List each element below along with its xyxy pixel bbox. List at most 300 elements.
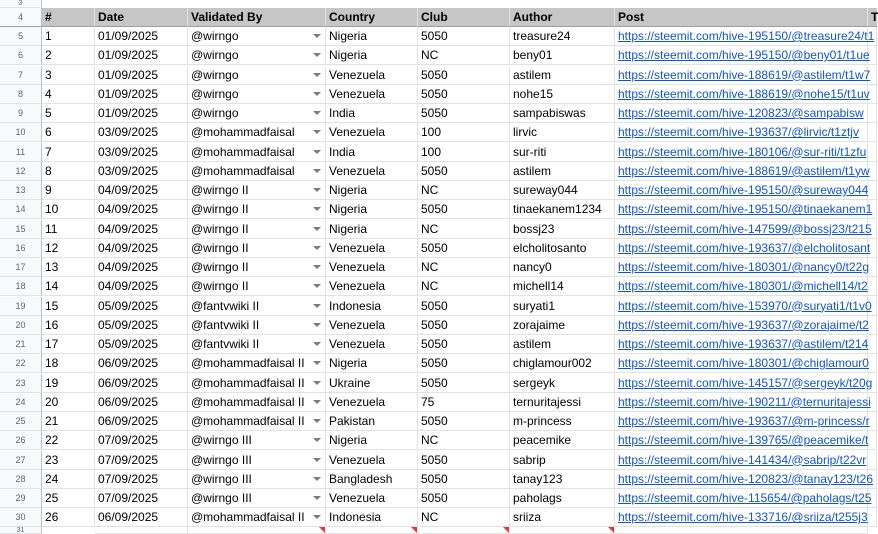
dropdown-arrow-icon[interactable] <box>313 130 321 134</box>
cell-post[interactable] <box>615 143 868 162</box>
cell-country[interactable] <box>326 239 418 258</box>
cell-author[interactable] <box>510 123 615 142</box>
row-number[interactable] <box>0 316 42 335</box>
cell-date[interactable] <box>95 354 188 373</box>
cell-id[interactable] <box>42 431 95 450</box>
cell-club[interactable] <box>418 258 510 277</box>
cell-next-column[interactable] <box>868 470 877 489</box>
cell-date[interactable] <box>95 335 188 354</box>
cell-author[interactable] <box>510 181 615 200</box>
cell-id[interactable] <box>42 181 95 200</box>
cell-id[interactable] <box>42 316 95 335</box>
dropdown-arrow-icon[interactable] <box>313 34 321 38</box>
dropdown-arrow-icon[interactable] <box>313 169 321 173</box>
dropdown-arrow-icon[interactable] <box>313 323 321 327</box>
cell-club[interactable] <box>418 200 510 219</box>
row-number[interactable] <box>0 277 42 296</box>
cell-post[interactable] <box>615 277 868 296</box>
cell-post[interactable] <box>615 412 868 431</box>
cell-country[interactable] <box>326 66 418 85</box>
cell-author[interactable] <box>510 104 615 123</box>
cell-club[interactable] <box>418 297 510 316</box>
cell-date[interactable] <box>95 470 188 489</box>
cell-date[interactable] <box>95 258 188 277</box>
row-number[interactable] <box>0 181 42 200</box>
cell-id[interactable] <box>42 374 95 393</box>
cell-post[interactable] <box>615 374 873 393</box>
header-post[interactable]: Post <box>615 8 868 27</box>
cell-id[interactable] <box>42 104 95 123</box>
post-link[interactable]: https://steemit.com/hive-193637/@astilem/t214 <box>618 337 869 351</box>
cell-validated-by[interactable] <box>188 374 326 393</box>
row-number[interactable] <box>0 104 42 123</box>
row-number[interactable] <box>0 489 42 508</box>
cell-id[interactable] <box>42 354 95 373</box>
cell-post[interactable] <box>615 431 868 450</box>
cell-post[interactable] <box>615 470 873 489</box>
row-number[interactable] <box>0 66 42 85</box>
cell-validated-by[interactable] <box>188 508 326 527</box>
post-link[interactable]: https://steemit.com/hive-195150/@tinaekanem1 <box>618 202 873 217</box>
row-number[interactable] <box>0 46 42 65</box>
cell-next-column[interactable] <box>868 104 877 123</box>
post-link[interactable]: https://steemit.com/hive-195150/@sureway044 <box>618 183 869 197</box>
cell-club[interactable] <box>418 316 510 335</box>
cell-date[interactable] <box>95 123 188 142</box>
post-link[interactable]: https://steemit.com/hive-120823/@sampabisw <box>618 106 864 120</box>
cell-club[interactable] <box>418 123 510 142</box>
cell-date[interactable] <box>95 277 188 296</box>
cell-id[interactable] <box>42 335 95 354</box>
row-number[interactable]: 4 <box>0 8 42 27</box>
cell-club[interactable] <box>418 451 510 470</box>
cell-club[interactable] <box>418 335 510 354</box>
row-number[interactable] <box>0 451 42 470</box>
cell-club[interactable] <box>418 354 510 373</box>
cell-validated-by[interactable] <box>188 431 326 450</box>
cell-validated-by[interactable] <box>188 393 326 412</box>
cell-next-column[interactable] <box>868 431 877 450</box>
row-number[interactable] <box>0 508 42 527</box>
row-number[interactable] <box>0 200 42 219</box>
cell-country[interactable] <box>326 431 418 450</box>
cell-post[interactable] <box>615 451 868 470</box>
cell-date[interactable] <box>95 297 188 316</box>
cell-post[interactable] <box>615 508 868 527</box>
cell-author[interactable] <box>510 431 615 450</box>
cell-post[interactable] <box>615 200 873 219</box>
cell-author[interactable] <box>510 66 615 85</box>
cell-post[interactable] <box>615 162 868 181</box>
cell-next-column[interactable] <box>868 374 877 393</box>
cell-next-column[interactable] <box>868 239 877 258</box>
cell-author[interactable] <box>510 374 615 393</box>
cell-club[interactable] <box>418 162 510 181</box>
cell-next-column[interactable] <box>868 162 877 181</box>
row-number[interactable] <box>0 123 42 142</box>
cell-country[interactable] <box>326 258 418 277</box>
cell-club[interactable] <box>418 277 510 296</box>
cell-country[interactable] <box>326 316 418 335</box>
dropdown-arrow-icon[interactable] <box>313 73 321 77</box>
cell-country[interactable] <box>326 200 418 219</box>
cell-date[interactable] <box>95 181 188 200</box>
cell-date[interactable] <box>95 66 188 85</box>
cell-author[interactable] <box>510 412 615 431</box>
cell-date[interactable] <box>95 162 188 181</box>
cell-validated-by[interactable] <box>188 27 326 46</box>
cell-id[interactable] <box>42 27 95 46</box>
cell-id[interactable] <box>42 123 95 142</box>
cell-author[interactable] <box>510 470 615 489</box>
cell-id[interactable] <box>42 143 95 162</box>
cell-id[interactable] <box>42 489 95 508</box>
cell-date[interactable] <box>95 46 188 65</box>
cell-club[interactable] <box>418 27 510 46</box>
cell-date[interactable] <box>95 143 188 162</box>
cell-id[interactable] <box>42 220 95 239</box>
cell-validated-by[interactable] <box>188 297 326 316</box>
post-link[interactable]: https://steemit.com/hive-190211/@ternuritajessi <box>618 394 871 409</box>
row-number[interactable]: 31 <box>0 527 42 534</box>
cell-country[interactable] <box>326 220 418 239</box>
post-link[interactable]: https://steemit.com/hive-145157/@sergeyk/t20g <box>618 375 873 390</box>
cell-club[interactable] <box>418 470 510 489</box>
cell-id[interactable] <box>42 451 95 470</box>
cell-next-column[interactable] <box>868 220 877 239</box>
cell-post[interactable] <box>615 46 868 65</box>
cell-id[interactable] <box>42 162 95 181</box>
cell-date[interactable] <box>95 508 188 527</box>
post-link[interactable]: https://steemit.com/hive-139765/@peacemike/t <box>618 433 869 448</box>
cell-club[interactable] <box>418 181 510 200</box>
dropdown-arrow-icon[interactable] <box>313 381 321 385</box>
cell-post[interactable] <box>615 297 872 316</box>
post-link[interactable]: https://steemit.com/hive-180301/@chiglamour0 <box>618 356 869 371</box>
cell-post[interactable] <box>615 220 872 239</box>
row-number[interactable] <box>0 85 42 104</box>
post-link[interactable]: https://steemit.com/hive-193637/@lirvic/t1ztjv <box>618 125 859 140</box>
dropdown-arrow-icon[interactable] <box>313 361 321 365</box>
cell-post[interactable] <box>615 66 871 85</box>
row-number[interactable] <box>0 335 42 354</box>
cell-author[interactable] <box>510 451 615 470</box>
cell-author[interactable] <box>510 508 615 527</box>
post-link[interactable]: https://steemit.com/hive-188619/@astilem/t1yw <box>618 163 870 178</box>
cell-club[interactable] <box>418 104 510 123</box>
cell-country[interactable] <box>326 162 418 181</box>
cell-date[interactable] <box>95 374 188 393</box>
post-link[interactable]: https://steemit.com/hive-193637/@elcholitosant <box>618 240 871 255</box>
cell-next-column[interactable] <box>868 508 877 527</box>
post-link[interactable]: https://steemit.com/hive-180106/@sur-riti/t1zfu <box>618 144 867 159</box>
dropdown-arrow-icon[interactable] <box>313 477 321 481</box>
cell-club[interactable] <box>418 46 510 65</box>
cell-author[interactable] <box>510 200 615 219</box>
cell-date[interactable] <box>95 239 188 258</box>
cell-id[interactable] <box>42 297 95 316</box>
cell-validated-by[interactable] <box>188 46 326 65</box>
cell-validated-by[interactable] <box>188 200 326 219</box>
post-link[interactable]: https://steemit.com/hive-141434/@sabrip/t22vr <box>618 452 867 467</box>
cell-post[interactable] <box>615 335 868 354</box>
dropdown-arrow-icon[interactable] <box>313 496 321 500</box>
dropdown-arrow-icon[interactable] <box>313 419 321 423</box>
header-date[interactable]: Date <box>95 8 188 27</box>
cell-next-column[interactable] <box>868 258 877 277</box>
partial-cell[interactable] <box>615 527 868 534</box>
cell-post[interactable] <box>615 85 868 104</box>
cell-date[interactable] <box>95 220 188 239</box>
cell-country[interactable] <box>326 46 418 65</box>
cell-validated-by[interactable] <box>188 162 326 181</box>
cell-validated-by[interactable] <box>188 104 326 123</box>
cell-id[interactable] <box>42 393 95 412</box>
cell-author[interactable] <box>510 316 615 335</box>
row-number[interactable] <box>0 143 42 162</box>
cell-validated-by[interactable] <box>188 451 326 470</box>
cell-post[interactable] <box>615 258 868 277</box>
cell-author[interactable] <box>510 46 615 65</box>
cell-post[interactable] <box>615 239 871 258</box>
cell-author[interactable] <box>510 393 615 412</box>
post-link[interactable]: https://steemit.com/hive-133716/@sriiza/t255j3 <box>618 510 868 525</box>
cell-date[interactable] <box>95 200 188 219</box>
cell-validated-by[interactable] <box>188 143 326 162</box>
row-number[interactable] <box>0 239 42 258</box>
post-link[interactable]: https://steemit.com/hive-115654/@paholags/t25 <box>618 491 872 505</box>
post-link[interactable]: https://steemit.com/hive-193637/@zorajaime/t2 <box>618 317 869 332</box>
cell-country[interactable] <box>326 143 418 162</box>
cell-club[interactable] <box>418 431 510 450</box>
cell-author[interactable] <box>510 354 615 373</box>
cell-date[interactable] <box>95 451 188 470</box>
dropdown-arrow-icon[interactable] <box>313 53 321 57</box>
cell-country[interactable] <box>326 412 418 431</box>
cell-next-column[interactable] <box>868 297 877 316</box>
cell-next-column[interactable] <box>868 143 877 162</box>
cell-validated-by[interactable] <box>188 277 326 296</box>
partial-cell[interactable] <box>418 527 510 534</box>
cell-country[interactable] <box>326 354 418 373</box>
cell-date[interactable] <box>95 27 188 46</box>
row-number[interactable] <box>0 393 42 412</box>
cell-country[interactable] <box>326 451 418 470</box>
cell-next-column[interactable] <box>868 277 877 296</box>
cell-post[interactable] <box>615 123 868 142</box>
comment-indicator-icon[interactable] <box>319 527 325 533</box>
cell-date[interactable] <box>95 393 188 412</box>
cell-next-column[interactable] <box>868 354 877 373</box>
cell-next-column[interactable] <box>868 335 877 354</box>
cell-club[interactable] <box>418 393 510 412</box>
cell-next-column[interactable] <box>868 393 877 412</box>
cell-next-column[interactable] <box>868 66 877 85</box>
cell-author[interactable] <box>510 297 615 316</box>
dropdown-arrow-icon[interactable] <box>313 400 321 404</box>
cell-validated-by[interactable] <box>188 412 326 431</box>
cell-club[interactable] <box>418 489 510 508</box>
comment-indicator-icon[interactable] <box>411 527 417 533</box>
cell-date[interactable] <box>95 104 188 123</box>
cell-date[interactable] <box>95 412 188 431</box>
cell-club[interactable] <box>418 66 510 85</box>
cell-club[interactable] <box>418 143 510 162</box>
cell-club[interactable] <box>418 220 510 239</box>
header-validated-by[interactable]: Validated By <box>188 8 326 27</box>
cell-author[interactable] <box>510 258 615 277</box>
dropdown-arrow-icon[interactable] <box>313 111 321 115</box>
cell-next-column[interactable] <box>868 200 877 219</box>
cell-id[interactable] <box>42 66 95 85</box>
cell-validated-by[interactable] <box>188 181 326 200</box>
post-link[interactable]: https://steemit.com/hive-180301/@nancy0/t22g <box>618 260 869 274</box>
dropdown-arrow-icon[interactable] <box>313 265 321 269</box>
dropdown-arrow-icon[interactable] <box>313 92 321 96</box>
comment-indicator-icon[interactable] <box>503 527 509 533</box>
cell-country[interactable] <box>326 297 418 316</box>
row-number[interactable]: 3 <box>0 0 42 8</box>
cell-validated-by[interactable] <box>188 220 326 239</box>
cell-validated-by[interactable] <box>188 316 326 335</box>
cell-club[interactable] <box>418 374 510 393</box>
cell-country[interactable] <box>326 104 418 123</box>
cell-validated-by[interactable] <box>188 85 326 104</box>
post-link[interactable]: https://steemit.com/hive-120823/@tanay123/t26 <box>618 471 873 486</box>
cell-country[interactable] <box>326 374 418 393</box>
cell-validated-by[interactable] <box>188 239 326 258</box>
comment-indicator-icon[interactable] <box>608 527 614 533</box>
cell-author[interactable] <box>510 239 615 258</box>
post-link[interactable]: https://steemit.com/hive-188619/@astilem/t1w7 <box>618 67 871 82</box>
cell-date[interactable] <box>95 489 188 508</box>
cell-id[interactable] <box>42 239 95 258</box>
cell-next-column[interactable] <box>868 27 877 46</box>
row-number[interactable] <box>0 162 42 181</box>
cell-validated-by[interactable] <box>188 258 326 277</box>
cell-id[interactable] <box>42 508 95 527</box>
cell-date[interactable] <box>95 431 188 450</box>
cell-post[interactable] <box>615 181 868 200</box>
dropdown-arrow-icon[interactable] <box>313 227 321 231</box>
dropdown-arrow-icon[interactable] <box>313 284 321 288</box>
cell-author[interactable] <box>510 85 615 104</box>
cell-country[interactable] <box>326 27 418 46</box>
cell-club[interactable] <box>418 412 510 431</box>
post-link[interactable]: https://steemit.com/hive-180301/@michell14/t2 <box>618 279 868 294</box>
cell-author[interactable] <box>510 27 615 46</box>
cell-next-column[interactable] <box>868 316 877 335</box>
cell-validated-by[interactable] <box>188 470 326 489</box>
partial-cell[interactable] <box>95 527 188 534</box>
post-link[interactable]: https://steemit.com/hive-153970/@suryati1/t1v0 <box>618 298 872 313</box>
partial-cell[interactable] <box>510 527 615 534</box>
post-link[interactable]: https://steemit.com/hive-188619/@nohe15/t1uv <box>618 86 870 101</box>
dropdown-arrow-icon[interactable] <box>313 246 321 250</box>
cell-author[interactable] <box>510 162 615 181</box>
post-link[interactable]: https://steemit.com/hive-193637/@m-princess/r <box>618 414 870 428</box>
cell-validated-by[interactable] <box>188 354 326 373</box>
cell-next-column[interactable] <box>868 85 877 104</box>
cell-country[interactable] <box>326 123 418 142</box>
row-number[interactable] <box>0 297 42 316</box>
cell-post[interactable] <box>615 104 868 123</box>
cell-post[interactable] <box>615 27 875 46</box>
cell-post[interactable] <box>615 393 871 412</box>
post-link[interactable]: https://steemit.com/hive-195150/@beny01/t1ue <box>618 48 870 63</box>
post-link[interactable]: https://steemit.com/hive-195150/@treasure24/t1 <box>618 29 875 43</box>
cell-id[interactable] <box>42 412 95 431</box>
cell-author[interactable] <box>510 220 615 239</box>
cell-post[interactable] <box>615 316 868 335</box>
cell-country[interactable] <box>326 393 418 412</box>
cell-id[interactable] <box>42 46 95 65</box>
cell-post[interactable] <box>615 354 868 373</box>
cell-id[interactable] <box>42 200 95 219</box>
cell-country[interactable] <box>326 489 418 508</box>
cell-author[interactable] <box>510 489 615 508</box>
dropdown-arrow-icon[interactable] <box>313 515 321 519</box>
cell-author[interactable] <box>510 277 615 296</box>
cell-country[interactable] <box>326 181 418 200</box>
cell-validated-by[interactable] <box>188 66 326 85</box>
cell-id[interactable] <box>42 470 95 489</box>
cell-next-column[interactable] <box>868 181 877 200</box>
cell-validated-by[interactable] <box>188 489 326 508</box>
cell-club[interactable] <box>418 85 510 104</box>
cell-club[interactable] <box>418 239 510 258</box>
cell-date[interactable] <box>95 85 188 104</box>
cell-id[interactable] <box>42 258 95 277</box>
cell-next-column[interactable] <box>868 451 877 470</box>
row-number[interactable] <box>0 354 42 373</box>
dropdown-arrow-icon[interactable] <box>313 207 321 211</box>
cell-id[interactable] <box>42 85 95 104</box>
cell-country[interactable] <box>326 335 418 354</box>
cell-next-column[interactable] <box>868 46 877 65</box>
cell-validated-by[interactable] <box>188 335 326 354</box>
header-next-column[interactable]: T <box>868 8 877 27</box>
partial-cell[interactable] <box>326 527 418 534</box>
header-id[interactable]: # <box>42 8 95 27</box>
cell-country[interactable] <box>326 508 418 527</box>
dropdown-arrow-icon[interactable] <box>313 458 321 462</box>
post-link[interactable]: https://steemit.com/hive-147599/@bossj23/t215 <box>618 221 872 236</box>
header-author[interactable]: Author <box>510 8 615 27</box>
cell-club[interactable] <box>418 508 510 527</box>
dropdown-arrow-icon[interactable] <box>313 150 321 154</box>
row-number[interactable] <box>0 470 42 489</box>
cell-id[interactable] <box>42 277 95 296</box>
cell-date[interactable] <box>95 316 188 335</box>
cell-validated-by[interactable] <box>188 123 326 142</box>
header-club[interactable]: Club <box>418 8 510 27</box>
cell-post[interactable] <box>615 489 872 508</box>
row-number[interactable] <box>0 220 42 239</box>
row-number[interactable] <box>0 27 42 46</box>
row-number[interactable] <box>0 412 42 431</box>
dropdown-arrow-icon[interactable] <box>313 342 321 346</box>
cell-next-column[interactable] <box>868 123 877 142</box>
dropdown-arrow-icon[interactable] <box>313 304 321 308</box>
partial-cell[interactable] <box>188 527 326 534</box>
cell-author[interactable] <box>510 335 615 354</box>
cell-country[interactable] <box>326 85 418 104</box>
cell-next-column[interactable] <box>868 489 877 508</box>
row-number[interactable] <box>0 431 42 450</box>
cell-country[interactable] <box>326 470 418 489</box>
row-number[interactable] <box>0 374 42 393</box>
